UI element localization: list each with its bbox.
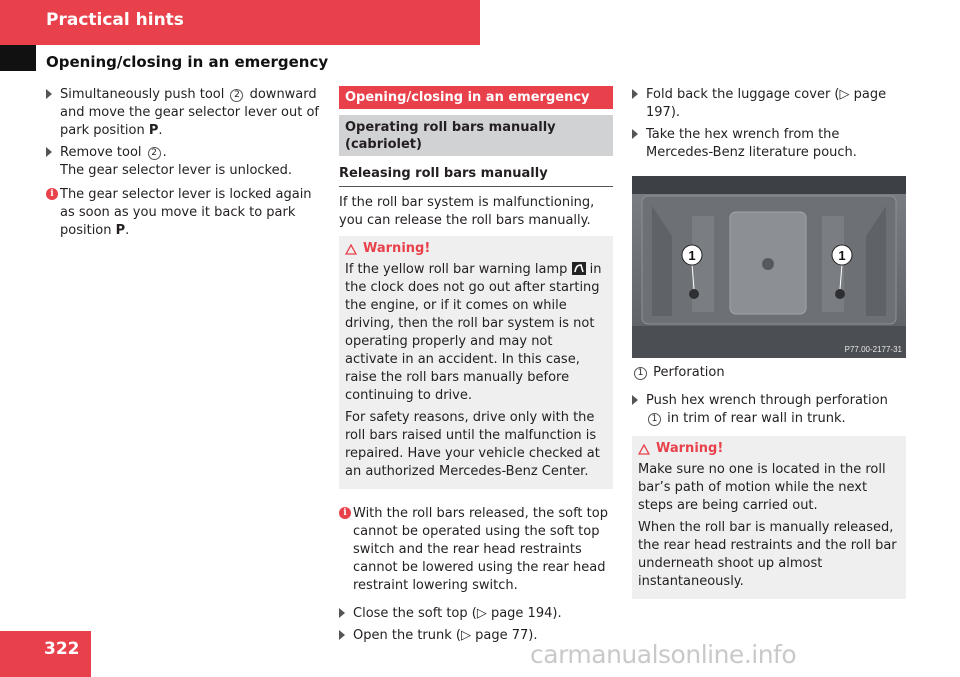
warning-heading: Warning! [638, 440, 900, 458]
page-ref-icon: ▷ [460, 628, 471, 643]
callout-number: 2 [230, 89, 243, 102]
step-arrow-icon [632, 129, 638, 139]
watermark: carmanualsonline.info [530, 640, 797, 669]
warning-box [632, 436, 906, 599]
warning-text: When the roll bar is manually released, the rear head restraints and the roll bar underneath shoot up almost instantaneously. [638, 520, 897, 589]
warning-triangle-icon [638, 444, 650, 455]
warning-box [339, 236, 613, 489]
instruction-step: Take the hex wrench from the Mercedes-Benz literature pouch. [632, 126, 906, 162]
step-arrow-icon [46, 89, 52, 99]
column-middle [339, 86, 613, 649]
column-right [632, 86, 906, 599]
info-note: i With the roll bars released, the soft top cannot be operated using the soft top switch and the rear head restraints cannot be lowered using the rear head restraint lowering switch. [339, 505, 613, 595]
photo-caption: 1 Perforation [632, 364, 906, 382]
info-icon: i [46, 188, 58, 200]
step-arrow-icon [632, 89, 638, 99]
section-title: Opening/closing in an emergency [46, 53, 329, 71]
trunk-rear-wall-photo [632, 176, 906, 358]
callout-label: 1 [688, 248, 696, 263]
info-icon: i [339, 507, 351, 519]
grey-heading: Operating roll bars manually (cabriolet) [339, 115, 613, 156]
callout-label: 1 [838, 248, 846, 263]
column-left [46, 86, 322, 240]
info-note: i The gear selector lever is locked again as soon as you move it back to park position P. [46, 186, 322, 240]
instruction-step: Fold back the luggage cover (▷ page 197). [632, 86, 906, 122]
section-marker [0, 45, 36, 71]
instruction-step: Remove tool 2 . The gear selector lever is unlocked. [46, 144, 322, 180]
step-arrow-icon [339, 608, 345, 618]
warning-heading: Warning! [345, 240, 607, 258]
page-number: 322 [0, 631, 91, 677]
instruction-step: Simultaneously push tool 2 downward and move the gear selector lever out of park position P. [46, 86, 322, 140]
warning-text: If the yellow roll bar warning lamp in the clock does not go out after starting the engine, or if it comes on while driving, then the roll bar system is not operating properly and may not activate in an accident. In this case, raise the roll bars manually before continuing to drive. [345, 262, 602, 403]
chapter-band [0, 0, 480, 45]
callout-number: 1 [634, 367, 647, 380]
instruction-step: Open the trunk (▷ page 77). [339, 627, 613, 645]
sub-heading: Releasing roll bars manually [339, 165, 613, 187]
chapter-title: Practical hints [46, 10, 184, 30]
step-arrow-icon [339, 630, 345, 640]
page-ref-icon: ▷ [476, 606, 487, 621]
step-arrow-icon [632, 395, 638, 405]
warning-triangle-icon [345, 244, 357, 255]
instruction-step: Push hex wrench through perforation 1 in trim of rear wall in trunk. [632, 392, 906, 428]
warning-text: Make sure no one is located in the roll bar’s path of motion while the next steps are being carried out. [638, 462, 886, 513]
callout-number: 2 [148, 147, 161, 160]
intro-paragraph: If the roll bar system is malfunctioning, you can release the roll bars manually. [339, 195, 595, 228]
warning-text: For safety reasons, drive only with the roll bars raised until the malfunction is repaired. Have your vehicle checked at an authorized Mercedes-Benz Center. [345, 410, 600, 479]
photo-code: P77.00-2177-31 [844, 345, 902, 354]
page-ref-icon: ▷ [839, 87, 850, 102]
instruction-step: Close the soft top (▷ page 194). [339, 605, 613, 623]
step-arrow-icon [46, 147, 52, 157]
roll-bar-warning-lamp-icon [572, 262, 586, 275]
red-heading: Opening/closing in an emergency [339, 86, 613, 109]
callout-number: 1 [648, 413, 661, 426]
